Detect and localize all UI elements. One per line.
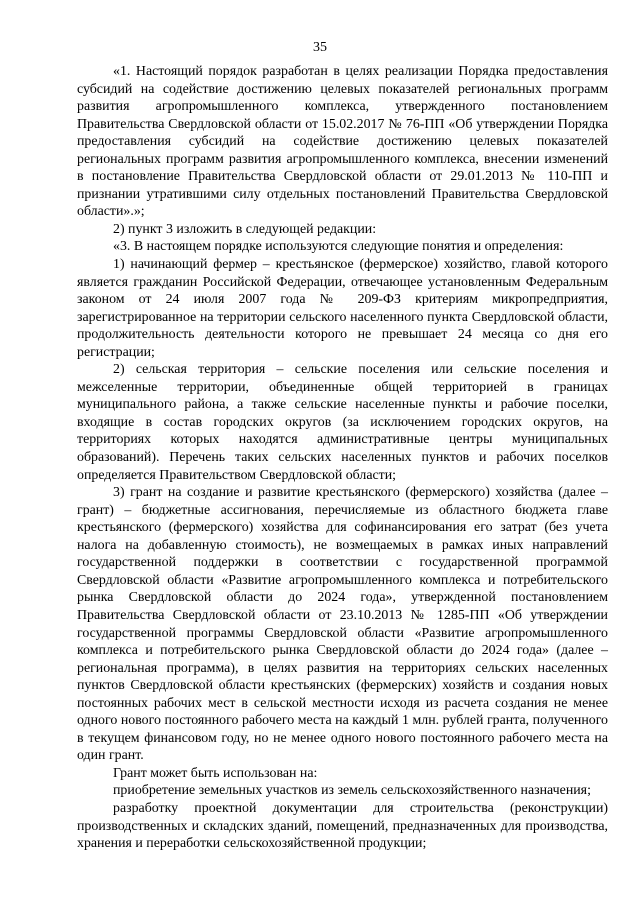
paragraph-definition-rural-territory: 2) сельская территория – сельские поселения или сельские поселения и межселенные территории, объединенные общей территорией в границах муниципального района, а также сельские населенные пункты и рабочие поселки, входящие в состав городских округов (за исключением городских округов, на территориях которых находятся административные центры муниципальных образований). Перечень таких сельских населенных пунктов и рабочих поселков определяется Правительством Свердловской области; — [77, 362, 608, 483]
document-body — [77, 63, 608, 853]
paragraph-grant-usage-intro: Грант может быть использован на: — [113, 765, 318, 781]
paragraph-intro-clause-1: «1. Настоящий порядок разработан в целях реализации Порядка предоставления субсидий на содействие достижению целевых показателей региональных программ развития агропромышленного комплекса, утвержденного постановлением Правительства Свердловской области от 15.02.2017 № 76-ПП «Об утверждении Порядка предоставления субсидий на содействие достижению целевых показателей региональных программ развития агропромышленного комплекса, внесении изменений в постановление Правительства Свердловской области от 29.01.2013 № 110-ПП и признании утратившими силу отдельных постановлений Правительства Свердловской области».»; — [77, 64, 608, 220]
paragraph-grant-usage-land: приобретение земельных участков из земель сельскохозяйственного назначения; — [113, 783, 591, 799]
paragraph-grant-usage-design: разработку проектной документации для строительства (реконструкции) производственных и складских зданий, помещений, предназначенных для производства, хранения и переработки сельскохозяйственной продукции; — [77, 800, 608, 852]
paragraph-definition-grant: 3) грант на создание и развитие крестьянского (фермерского) хозяйства (далее – грант) – бюджетные ассигнования, перечисляемые из областного бюджета главе крестьянского (фермерского) хозяйства для софинансирования его затрат (без учета налога на добавленную стоимость), не возмещаемых в рамках иных направлений государственной поддержки в соответствии с государственной программой Свердловской области «Развитие агропромышленного комплекса и потребительского рынка Свердловской области до 2024 года», утвержденной постановлением Правительства Свердловской области от 23.10.2013 № 1285-ПП «Об утверждении государственной программы Свердловской области «Развитие агропромышленного комплекса и потребительского рынка Свердловской области до 2024 года» (далее – региональная программа), в целях развития на территориях сельских населенных пунктов Свердловской области крестьянских (фермерских) хозяйств и создания новых постоянных рабочих мест в сельской местности исходя из расчета создания не менее одного нового постоянного рабочего места на каждый 1 млн. рублей гранта, полученного в текущем финансовом году, но не менее одного нового постоянного рабочего места на один грант. — [77, 485, 608, 764]
paragraph-clause-3-heading: «3. В настоящем порядке используются следующие понятия и определения: — [113, 239, 564, 255]
paragraph-definition-beginning-farmer: 1) начинающий фермер – крестьянское (фермерское) хозяйство, главой которого является гражданин Российской Федерации, отвечающее установленным Федеральным законом от 24 июля 2007 года № 209-ФЗ критериям микропредприятия, зарегистрированное на территории сельского населенного пункта Свердловской области, продолжительность деятельности которого не превышает 24 месяца со дня его регистрации; — [77, 257, 608, 360]
paragraph-amendment-item-2: 2) пункт 3 изложить в следующей редакции: — [113, 221, 377, 237]
page-number: 35 — [313, 40, 327, 55]
